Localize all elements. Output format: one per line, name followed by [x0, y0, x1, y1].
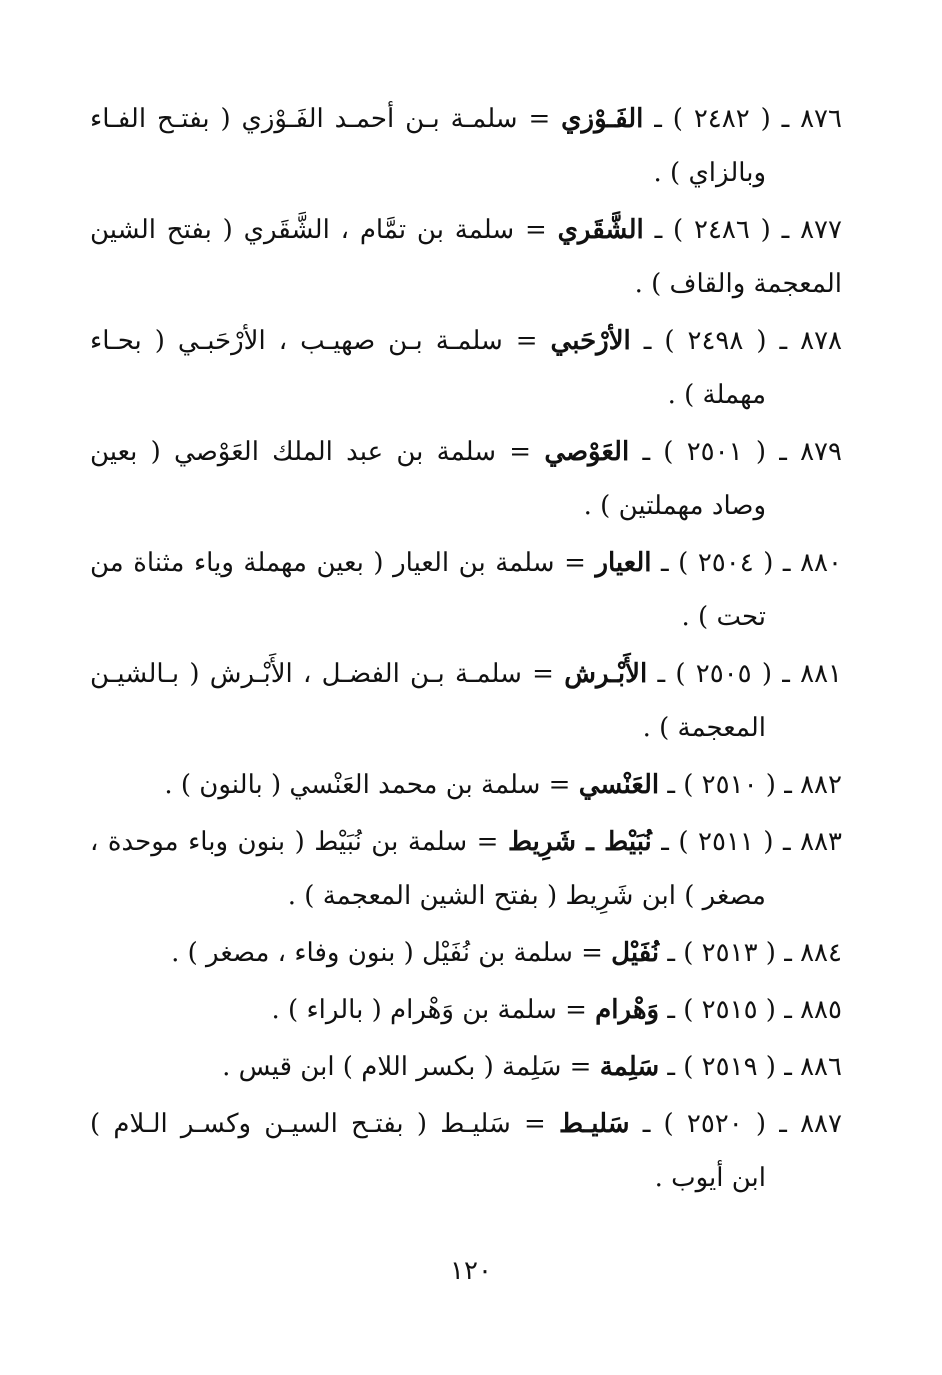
entry-lemma: سَليـط [558, 1109, 630, 1139]
entry-lemma: الأرْحَبي [550, 326, 631, 356]
entry-number: ٨٨٢ ـ ( ٢٥١٠ ) ـ [659, 770, 842, 800]
entry-first-line [90, 815, 842, 869]
entry-first-line [90, 647, 842, 701]
entry-first-line [90, 758, 842, 812]
entry-885 [90, 983, 842, 1037]
entry-text: = سلمة بن وَهْرام ( بالراء ) . [271, 995, 596, 1025]
entry-text: = سلمـة بـن الفضـل ، الأَبْـرش ( بـالشيـن [90, 659, 565, 689]
entry-continuation: مصغر ) ابن شَرِيط ( بفتح الشين المعجمة ) . [287, 881, 766, 911]
entry-lemma: العيار [595, 548, 652, 578]
entry-lemma: العَوْصي [544, 437, 630, 467]
entry-text: = سلمة بن عبد الملك العَوْصي ( بعين [90, 437, 545, 467]
entry-continuation: المعجمة والقاف ) . [634, 269, 842, 299]
entry-continuation: مهملة ) . [667, 380, 766, 410]
entry-lemma: الفَـوْزي [561, 104, 644, 134]
entry-882 [90, 758, 842, 812]
entry-881 [90, 647, 842, 755]
entry-continuation: وبالزاي ) . [653, 158, 766, 188]
entry-number: ٨٨٤ ـ ( ٢٥١٣ ) ـ [659, 938, 842, 968]
entry-884 [90, 926, 842, 980]
entry-lemma: الأَبْـرش [564, 659, 648, 689]
entry-first-line [90, 203, 842, 257]
entry-continuation: ابن أيوب . [654, 1163, 766, 1193]
entry-text: = سَليـط ( بفتـح السيـن وكسـر الـلام ) [90, 1109, 559, 1139]
entry-first-line [90, 92, 842, 146]
entry-lemma: سَلِمة [599, 1052, 660, 1082]
entry-lemma: الشَّقَري [557, 215, 644, 245]
entry-text: = سلمـة بـن صهيـب ، الأرْحَبـي ( بحـاء [90, 326, 551, 356]
entry-list [90, 92, 842, 1208]
entry-number: ٨٧٧ ـ ( ٢٤٨٦ ) ـ [643, 215, 842, 245]
entry-878 [90, 314, 842, 422]
page-number: ١٢٠ [450, 1256, 492, 1286]
entry-first-line [90, 425, 842, 479]
entry-876 [90, 92, 842, 200]
entry-number: ٨٧٩ ـ ( ٢٥٠١ ) ـ [629, 437, 842, 467]
entry-number: ٨٨١ ـ ( ٢٥٠٥ ) ـ [647, 659, 843, 689]
entry-first-line [90, 536, 842, 590]
entry-text: = سلمة بن تمَّام ، الشَّقَري ( بفتح الشين [90, 215, 558, 245]
entry-continuation: وصاد مهملتين ) . [583, 491, 766, 521]
entry-number: ٨٧٦ ـ ( ٢٤٨٢ ) ـ [643, 104, 842, 134]
entry-text: = سلمة بن نُفَيْل ( بنون وفاء ، مصغر ) . [171, 938, 612, 968]
entry-continuation: المعجمة ) . [642, 713, 766, 743]
entry-number: ٨٨٥ ـ ( ٢٥١٥ ) ـ [659, 995, 842, 1025]
entry-text: = سلمة بن نُبَيْط ( بنون وباء موحدة ، [90, 827, 508, 857]
entry-text: = سَلِمة ( بكسر اللام ) ابن قيس . [222, 1052, 600, 1082]
entry-text: = سلمة بن محمد العَنْسي ( بالنون ) . [164, 770, 579, 800]
entry-877 [90, 203, 842, 311]
entry-text: = سلمـة بـن أحمـد الفَـوْزي ( بفتـح الفـاء [90, 104, 562, 134]
entry-continuation: تحت ) . [681, 602, 766, 632]
entry-lemma: العَنْسي [578, 770, 660, 800]
entry-number: ٨٨٣ ـ ( ٢٥١١ ) ـ [651, 827, 843, 857]
entry-number: ٨٨٦ ـ ( ٢٥١٩ ) ـ [659, 1052, 842, 1082]
entry-number: ٨٧٨ ـ ( ٢٤٩٨ ) ـ [630, 326, 843, 356]
entry-first-line [90, 926, 842, 980]
entry-lemma: نُفَيْل [611, 938, 660, 968]
entry-lemma: نُبَيْط ـ شَرِيط [507, 827, 652, 857]
entry-number: ٨٨٧ ـ ( ٢٥٢٠ ) ـ [629, 1109, 842, 1139]
entry-number: ٨٨٠ ـ ( ٢٥٠٤ ) ـ [651, 548, 842, 578]
entry-first-line [90, 1097, 842, 1151]
entry-first-line [90, 983, 842, 1037]
entry-887 [90, 1097, 842, 1205]
entry-first-line [90, 1040, 842, 1094]
entry-text: = سلمة بن العيار ( بعين مهملة وياء مثناة من [90, 548, 596, 578]
entry-883 [90, 815, 842, 923]
entry-880 [90, 536, 842, 644]
entry-first-line [90, 314, 842, 368]
entry-886 [90, 1040, 842, 1094]
entry-879 [90, 425, 842, 533]
entry-lemma: وَهْرام [595, 995, 660, 1025]
